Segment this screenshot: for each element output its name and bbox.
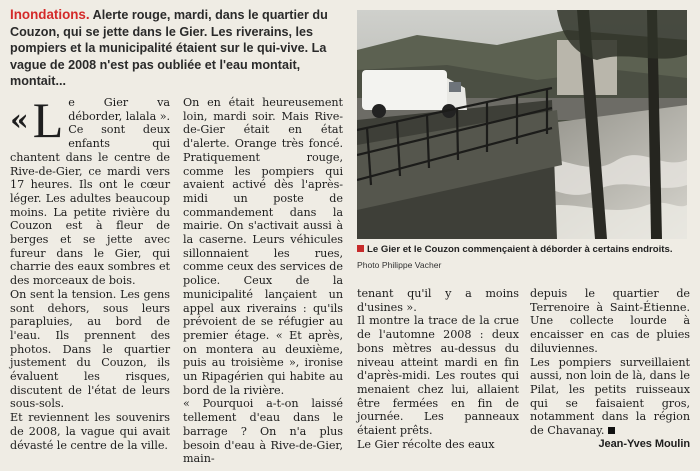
lead-kicker: Inondations.: [10, 7, 90, 22]
article-column-1: [10, 92, 170, 452]
paragraph: Le Gier récolte des eaux: [357, 437, 495, 451]
photo-caption: [357, 244, 693, 256]
drop-cap: L: [32, 92, 64, 148]
author-byline: Jean-Yves Moulin: [598, 437, 690, 450]
article-column-3: [357, 287, 519, 451]
caption-text: Le Gier et le Couzon commençaient à déborder à certains endroits.: [367, 244, 673, 255]
flood-photo-image: [357, 10, 687, 239]
paragraph: Et reviennent les souvenirs de 2008, la vague qui avait dévasté le centre de la ville.: [10, 411, 170, 452]
open-quote: «: [10, 103, 29, 138]
photo-credit: Photo Philippe Vacher: [357, 260, 442, 270]
paragraph: e Gier va déborder, lalala ». Ce sont deux enfants qui chantent dans le centre de Rive-de-Gier, ce mardi vers 17 heures. Ils ont le cœur léger. Les adultes beaucoup moins. La petite rivière du Couzon est à fleur de berges et se jette avec fureur dans le Gier, qui charrie des eaux sombres et des morceaux de bois.: [10, 96, 170, 288]
article-column-2: [183, 96, 343, 466]
article-lead: [10, 7, 350, 90]
paragraph: depuis le quartier de Terrenoire à Saint-Étienne. Une collecte lourde à encaisser en cas de pluies diluviennes.: [530, 287, 690, 355]
caption-marker: [357, 245, 364, 252]
paragraph: Les pompiers surveillaient aussi, non loin de là, dans le Pilat, les petits ruisseaux qui se faisaient gros, notamment dans la région de Chavanay.: [530, 355, 690, 438]
article-column-4: [530, 287, 690, 451]
paragraph: On sent la tension. Les gens sont dehors, sous leurs parapluies, au bord de l'eau. Ils prennent des photos. Dans le quartier justement du Couzon, ils évaluent les risques, discutent de l'état de leurs sous-sols.: [10, 287, 170, 411]
lead-text: Alerte rouge, mardi, dans le quartier du Couzon, qui se jette dans le Gier. Les riverains, les pompiers et la municipalité étaient sur le qui-vive. La vague de 2008 n'est pas oubliée et l'eau montait, montait...: [10, 8, 328, 89]
paragraph: Il montre la trace de la crue de l'automne 2008 : deux bons mètres au-dessus du niveau atteint mardi en fin d'après-midi. Les routes qui menaient chez lui, allaient être fermées en fin de journée. Les panneaux étaient prêts.: [357, 314, 519, 438]
news-photo: [357, 10, 687, 239]
paragraph: tenant qu'il y a moins d'usines ».: [357, 287, 519, 314]
paragraph: « Pourquoi a-t-on laissé tellement d'eau dans le barrage ? On n'a plus besoin d'eau à Rive-de-Gier, main-: [183, 397, 343, 466]
paragraph: On en était heureusement loin, mardi soir. Mais Rive-de-Gier était en état d'alerte. Orange très foncé. Pratiquement rouge, comme les pompiers qui avaient activé dès l'après-midi un poste de commandement dans la mairie. On s'activait aussi à la caserne. Leurs véhicules sillonnaient les rues, comme ceux des services de police. Ceux de la municipalité lançaient un appel aux riverains : qu'ils prévoient de se réfugier au premier étage. « Et après, on montera au deuxième, puis au troisième », ironise un Ripagérien qui habite au bord de la rivière.: [183, 96, 343, 397]
